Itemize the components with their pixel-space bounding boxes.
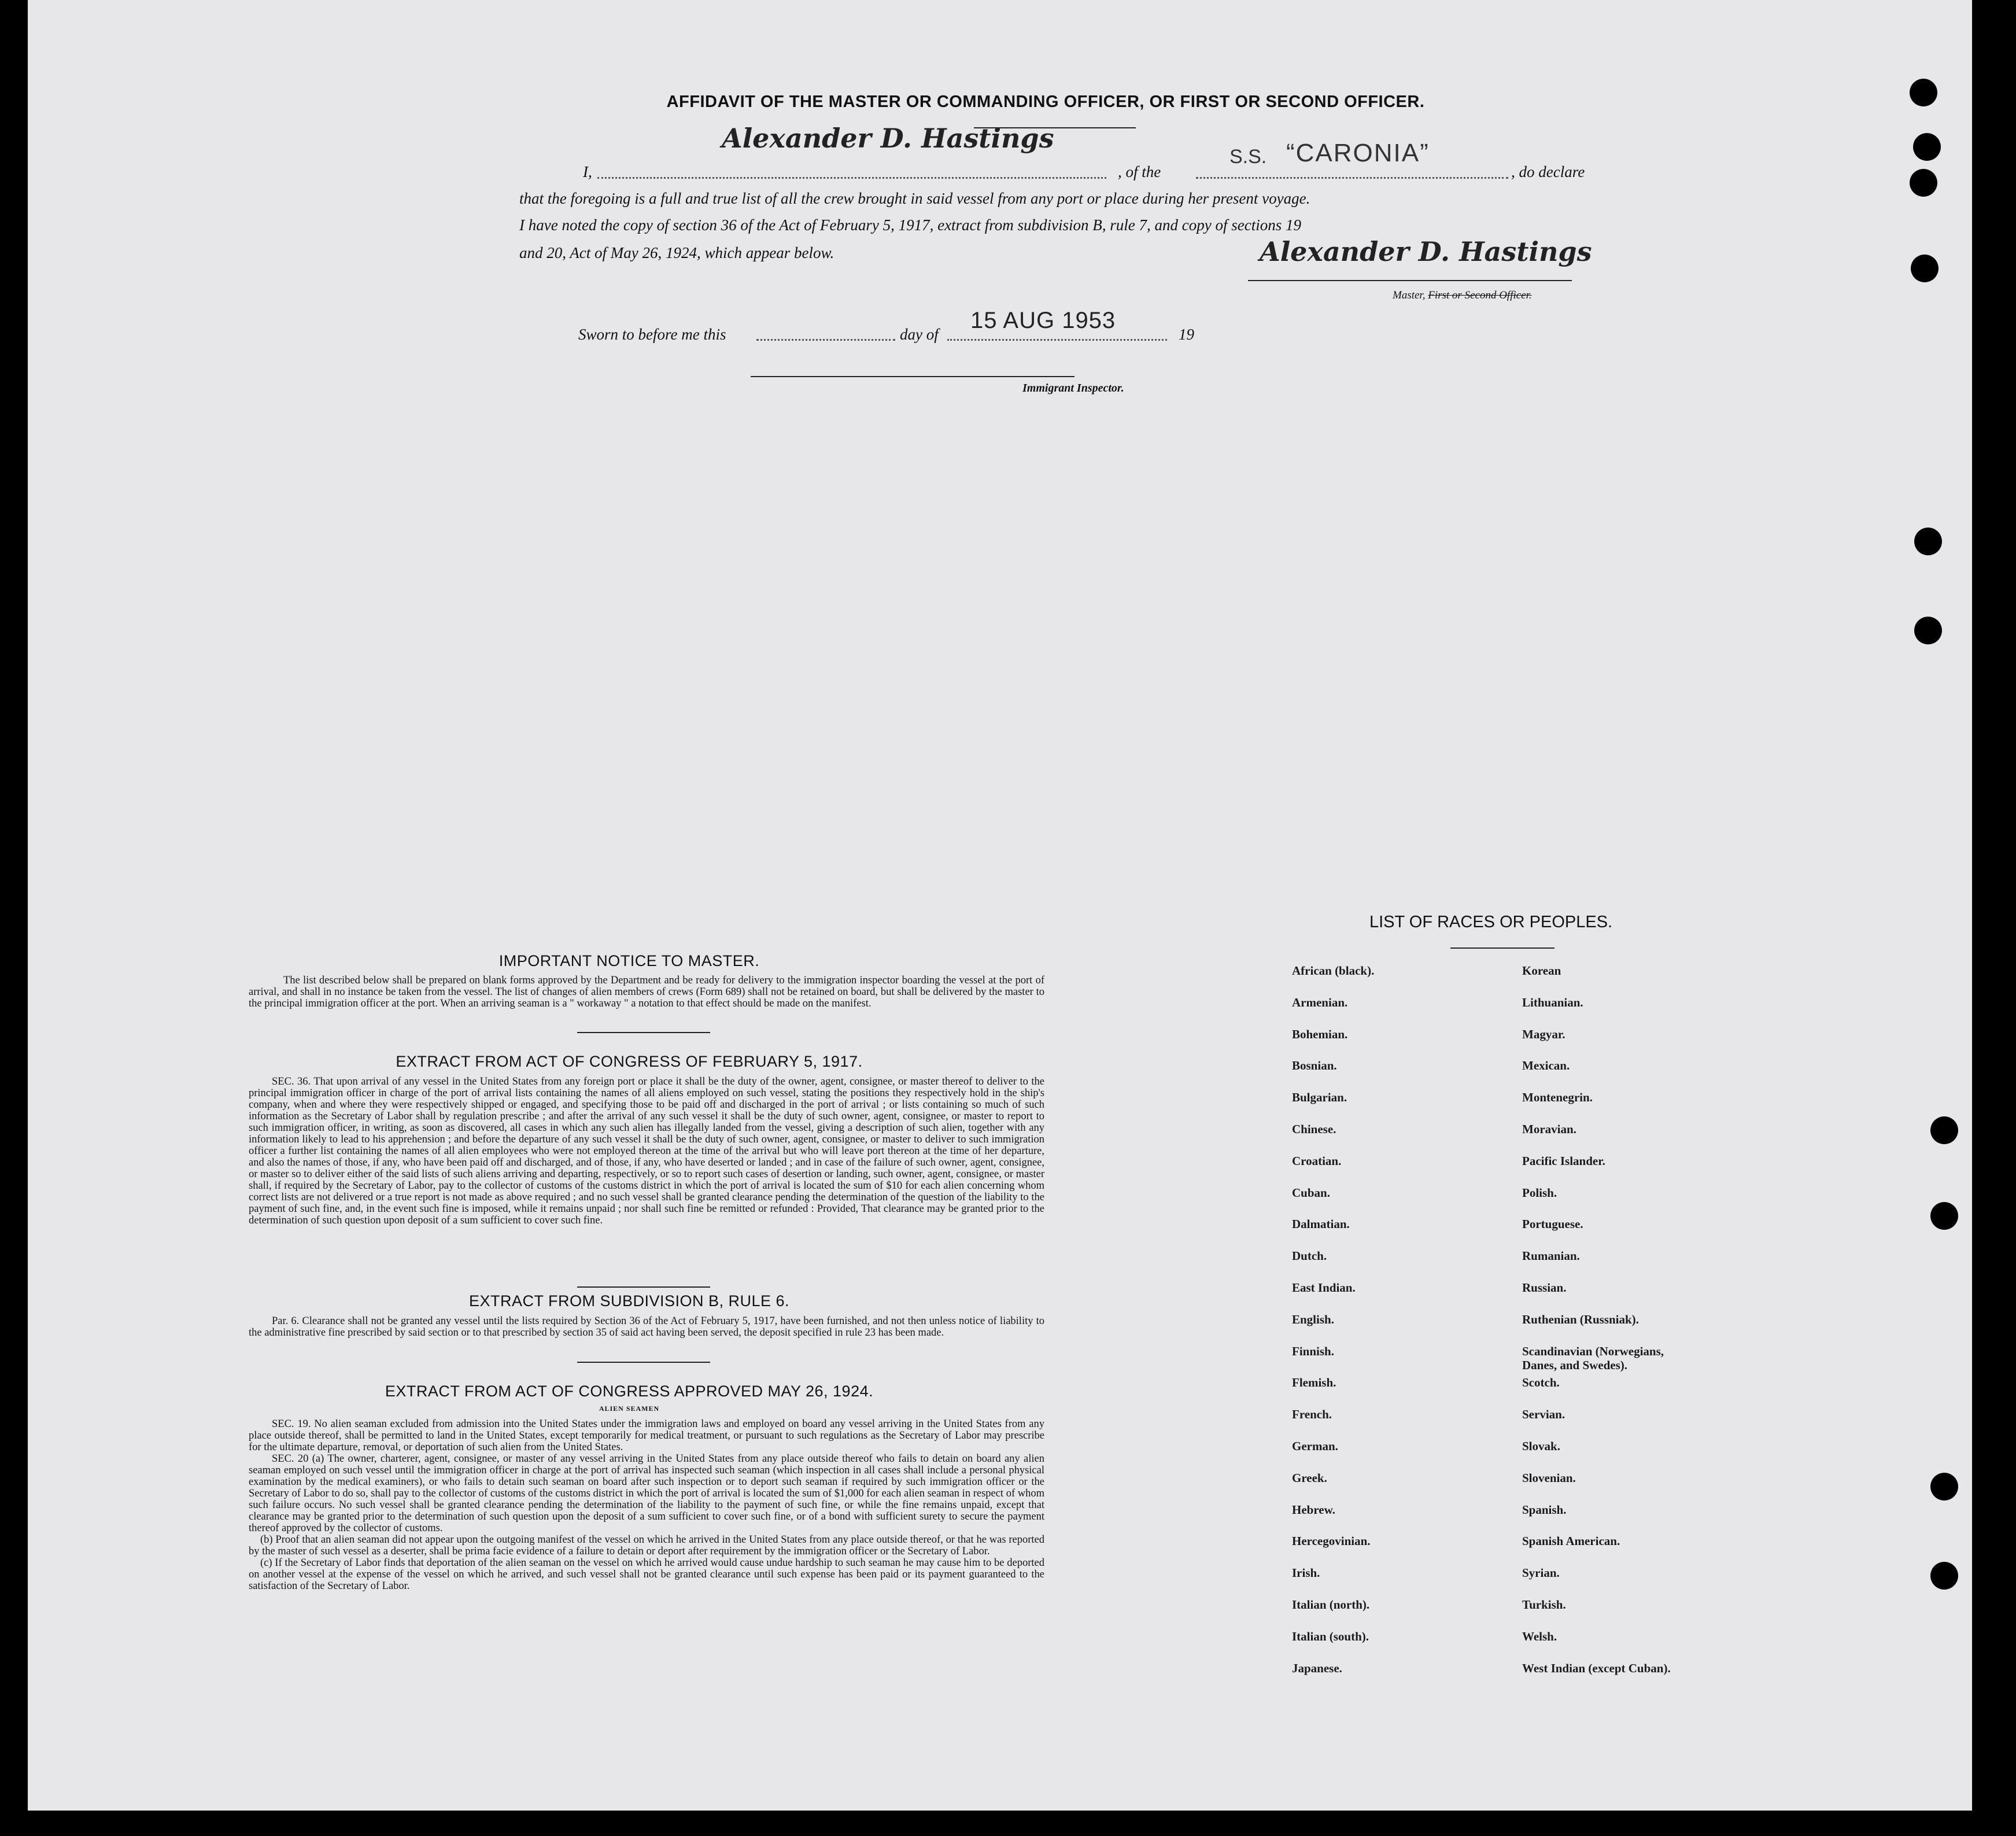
binder-hole-icon xyxy=(1914,617,1942,644)
race-item: Welsh. xyxy=(1522,1629,1557,1643)
sec-20b-text: (b) Proof that an alien seaman did not appear upon the outgoing manifest of the vessel on which he arrived in the United States from any place outside thereof, or that he was reported by the master of such vessel as a deserter, shall be prima facie evidence of a failure to detain or deport after requirement by the immigration officer or the Secretary of Labor. xyxy=(249,1534,1044,1557)
extract-1917-text: SEC. 36. That upon arrival of any vessel in the United States from any foreign port or place it shall be the duty of the owner, agent, consignee, or master thereof to deliver to the principal immigration officer in charge of the port of arrival lists containing the names of all aliens employed on such vessel, stating the positions they respectively hold in the ship's company, when and where they were respectively shipped or engaged, and specifying those to be paid off and discharged in the port of arrival ; or lists containing so much of such information as the Secretary of Labor shall by regulation prescribe ; and after the arrival of any such vessel it shall be the duty of such owner, agent, consignee, or master to report to such immigration officer, in writing, as soon as discovered, all cases in which any such alien has illegally landed from the vessel, giving a description of such alien, together with any information likely to lead to his apprehension ; and before the departure of any such vessel it shall be the duty of such owner, agent, consignee, or master to deliver to such immigration officer a further list containing the names of all alien employees who were not employed thereon at the time of the arrival but who will leave port thereon at the time of her departure, and also the names of those, if any, who have been paid off and discharged, and of those, if any, who have deserted or landed ; and in case of the failure of such owner, agent, consignee, or master so to deliver either of the said lists of such aliens arriving and departing, respectively, or so to report such cases of desertion or landing, such owner, agent, consignee, or master shall, if required by the Secretary of Labor, pay to the collector of customs of the customs district in which the port of arrival is located the sum of $10 for each alien concerning whom correct lists are not delivered or a true report is not made as above required ; and no such vessel shall be granted clearance pending the determination of the question of the liability to the payment of such fine, and, in the event such fine is imposed, while it remains unpaid ; nor shall such fine be remitted or refunded : Provided, That clearance may be granted prior to the determination of such question upon deposit of a sum sufficient to cover such fine. xyxy=(249,1076,1044,1226)
notice-title: IMPORTANT NOTICE TO MASTER. xyxy=(499,952,760,969)
race-item: Turkish. xyxy=(1522,1598,1566,1612)
race-item: Magyar. xyxy=(1522,1027,1565,1041)
sworn-label: Sworn to before me this xyxy=(578,326,726,343)
year-prefix: 19 xyxy=(1179,326,1194,343)
binder-hole-icon xyxy=(1930,1202,1958,1230)
master-signature: Alexander D. Hastings xyxy=(1260,236,1592,267)
race-item: East Indian. xyxy=(1292,1281,1356,1295)
inspector-label: Immigrant Inspector. xyxy=(1022,382,1124,395)
race-item: Spanish American. xyxy=(1522,1534,1620,1548)
race-item: English. xyxy=(1292,1313,1334,1326)
race-item: West Indian (except Cuban). xyxy=(1522,1661,1671,1675)
binder-hole-icon xyxy=(1930,1562,1958,1590)
divider xyxy=(577,1286,710,1288)
race-item: Servian. xyxy=(1522,1407,1565,1421)
binder-hole-icon xyxy=(1930,1473,1958,1500)
race-item: Ruthenian (Russniak). xyxy=(1522,1313,1639,1326)
race-item: Rumanian. xyxy=(1522,1249,1580,1263)
master-signature-top: Alexander D. Hastings xyxy=(722,123,1054,154)
race-item: French. xyxy=(1292,1407,1332,1421)
extract-1924-subtitle: ALIEN SEAMEN xyxy=(599,1404,660,1413)
affidavit-do-declare: , do declare xyxy=(1511,163,1585,180)
races-title: LIST OF RACES OR PEOPLES. xyxy=(1369,913,1613,931)
sec-19-text: SEC. 19. No alien seaman excluded from admission into the United States under the immigration laws and employed on board any vessel arriving in the United States from any place outside thereof, shall be permitted to land in the United States, except temporarily for medical treatment, or pursuant to such regulations as the Secretary of Labor may prescribe for the ultimate departure, removal, or deportation of such alien from the United States. xyxy=(249,1418,1044,1453)
race-item: Cuban. xyxy=(1292,1186,1330,1200)
race-item: Scotch. xyxy=(1522,1376,1560,1389)
race-item: Finnish. xyxy=(1292,1344,1334,1358)
extract-1917-title: EXTRACT FROM ACT OF CONGRESS OF FEBRUARY 5, 1917. xyxy=(396,1053,863,1070)
race-item: Italian (south). xyxy=(1292,1629,1369,1643)
master-label xyxy=(1393,289,1532,302)
affidavit-body-2: I have noted the copy of section 36 of the Act of February 5, 1917, extract from subdivision B, rule 7, and copy of sections 19 xyxy=(519,216,1301,234)
sworn-date-blank xyxy=(947,339,1167,341)
binder-hole-icon xyxy=(1914,528,1942,555)
race-item: Polish. xyxy=(1522,1186,1557,1200)
race-item: Slovak. xyxy=(1522,1439,1560,1453)
vessel-name: “CARONIA” xyxy=(1286,139,1430,167)
race-item: Bohemian. xyxy=(1292,1027,1348,1041)
divider xyxy=(577,1362,710,1363)
race-item: Chinese. xyxy=(1292,1122,1336,1136)
inspector-signature-line xyxy=(751,376,1075,377)
divider xyxy=(577,1032,710,1033)
binder-hole-icon xyxy=(1910,79,1937,106)
race-item: Korean xyxy=(1522,964,1561,978)
extract-1924-title: EXTRACT FROM ACT OF CONGRESS APPROVED MAY 26, 1924. xyxy=(385,1382,874,1400)
race-item: Hebrew. xyxy=(1292,1503,1335,1517)
race-item: Italian (north). xyxy=(1292,1598,1370,1612)
race-item: Armenian. xyxy=(1292,996,1348,1009)
race-item: Portuguese. xyxy=(1522,1217,1583,1231)
race-item: Greek. xyxy=(1292,1471,1327,1485)
affidavit-of-the: , of the xyxy=(1118,163,1161,180)
name-blank xyxy=(597,177,1106,179)
affidavit-line-i: I, xyxy=(583,163,592,180)
sworn-day-blank xyxy=(756,339,895,341)
race-item: Flemish. xyxy=(1292,1376,1336,1389)
races-title-underline xyxy=(1450,948,1555,949)
race-item: Lithuanian. xyxy=(1522,996,1583,1009)
affidavit-title: AFFIDAVIT OF THE MASTER OR COMMANDING OFFICER, OR FIRST OR SECOND OFFICER. xyxy=(666,93,1425,111)
binder-hole-icon xyxy=(1910,169,1937,197)
race-item: German. xyxy=(1292,1439,1338,1453)
binder-hole-icon xyxy=(1930,1116,1958,1144)
race-item: Dutch. xyxy=(1292,1249,1327,1263)
race-item: Japanese. xyxy=(1292,1661,1342,1675)
sec-20a-text: SEC. 20 (a) The owner, charterer, agent, consignee, or master of any vessel arriving in the United States from any place outside thereof who fails to detain on board any alien seaman employed on such vessel until the immigration officer in charge at the port of arrival has inspected such seaman (which inspection in all cases shall include a personal physical examination by the medical examiners), or who fails to detain such seaman on board after such inspection or to deport such seaman if required by such immigration officer or the Secretary of Labor to do so, shall pay to the collector of customs of the customs district in which the port of arrival is located the sum of $1,000 for each alien seaman in respect of whom such failure occurs. No such vessel shall be granted clearance pending the determination of the liability to the payment of such fine, or while the fine remains unpaid, except that clearance may be granted prior to the determination of such question upon the deposit of a sum sufficient to cover such fine, or of a bond with sufficient surety to secure the payment thereof approved by the collector of customs. xyxy=(249,1453,1044,1534)
race-item: Dalmatian. xyxy=(1292,1217,1350,1231)
race-item: Moravian. xyxy=(1522,1122,1576,1136)
race-item: Hercegovinian. xyxy=(1292,1534,1371,1548)
race-item: Spanish. xyxy=(1522,1503,1567,1517)
race-item: Pacific Islander. xyxy=(1522,1154,1605,1168)
extract-1924-body xyxy=(249,1418,1044,1592)
binder-hole-icon xyxy=(1913,133,1941,161)
binder-hole-icon xyxy=(1911,255,1939,282)
master-label-struck: First or Second Officer. xyxy=(1428,289,1532,301)
notice-text: The list described below shall be prepared on blank forms approved by the Department and be ready for delivery to the immigration inspector boarding the vessel at the port of arrival, and shall in no instance be taken from the vessel. The list of changes of alien members of crews (Form 689) shall not be retained on board, but shall be delivered by the master to the principal immigration officer at the port. When an arriving seaman is a " workaway " a notation to that effect should be made on the manifest. xyxy=(249,975,1044,1009)
race-item: Mexican. xyxy=(1522,1059,1570,1072)
sec-20c-text: (c) If the Secretary of Labor finds that deportation of the alien seaman on the vessel on which he arrived would cause undue hardship to such seaman he may cause him to be deported on another vessel at the expense of the vessel on which he arrived, and such vessel shall not be granted clearance until such expense has been paid or its payment guaranteed to the satisfaction of the Secretary of Labor. xyxy=(249,1557,1044,1592)
race-item: Bulgarian. xyxy=(1292,1090,1347,1104)
race-item: Russian. xyxy=(1522,1281,1567,1295)
race-item: Slovenian. xyxy=(1522,1471,1576,1485)
day-of-label: day of xyxy=(900,326,939,343)
race-item: Croatian. xyxy=(1292,1154,1342,1168)
affidavit-body-3: and 20, Act of May 26, 1924, which appear below. xyxy=(519,244,835,261)
master-signature-line xyxy=(1248,280,1572,281)
affidavit-body-1: that the foregoing is a full and true list of all the crew brought in said vessel from any port or place during her present voyage. xyxy=(519,190,1310,207)
master-label-text: Master, xyxy=(1393,289,1426,301)
subdivision-text: Par. 6. Clearance shall not be granted any vessel until the lists required by Section 36 of the Act of February 5, 1917, have been furnished, and not then unless notice of liability to the administrative fine prescribed by said section or to that prescribed by section 35 of said act having been served, the deposit specified in rule 23 has been made. xyxy=(249,1315,1044,1339)
race-item: Syrian. xyxy=(1522,1566,1560,1580)
date-stamp: 15 AUG 1953 xyxy=(970,308,1116,333)
vessel-blank xyxy=(1196,177,1508,179)
race-item: Irish. xyxy=(1292,1566,1320,1580)
race-item: Montenegrin. xyxy=(1522,1090,1593,1104)
document-page xyxy=(28,0,1972,1811)
race-item: Bosnian. xyxy=(1292,1059,1337,1072)
race-item: Scandinavian (Norwegians, Danes, and Swedes). xyxy=(1522,1344,1664,1372)
subdivision-title: EXTRACT FROM SUBDIVISION B, RULE 6. xyxy=(468,1292,790,1310)
race-item: African (black). xyxy=(1292,964,1375,978)
vessel-prefix: S.S. xyxy=(1229,146,1267,168)
